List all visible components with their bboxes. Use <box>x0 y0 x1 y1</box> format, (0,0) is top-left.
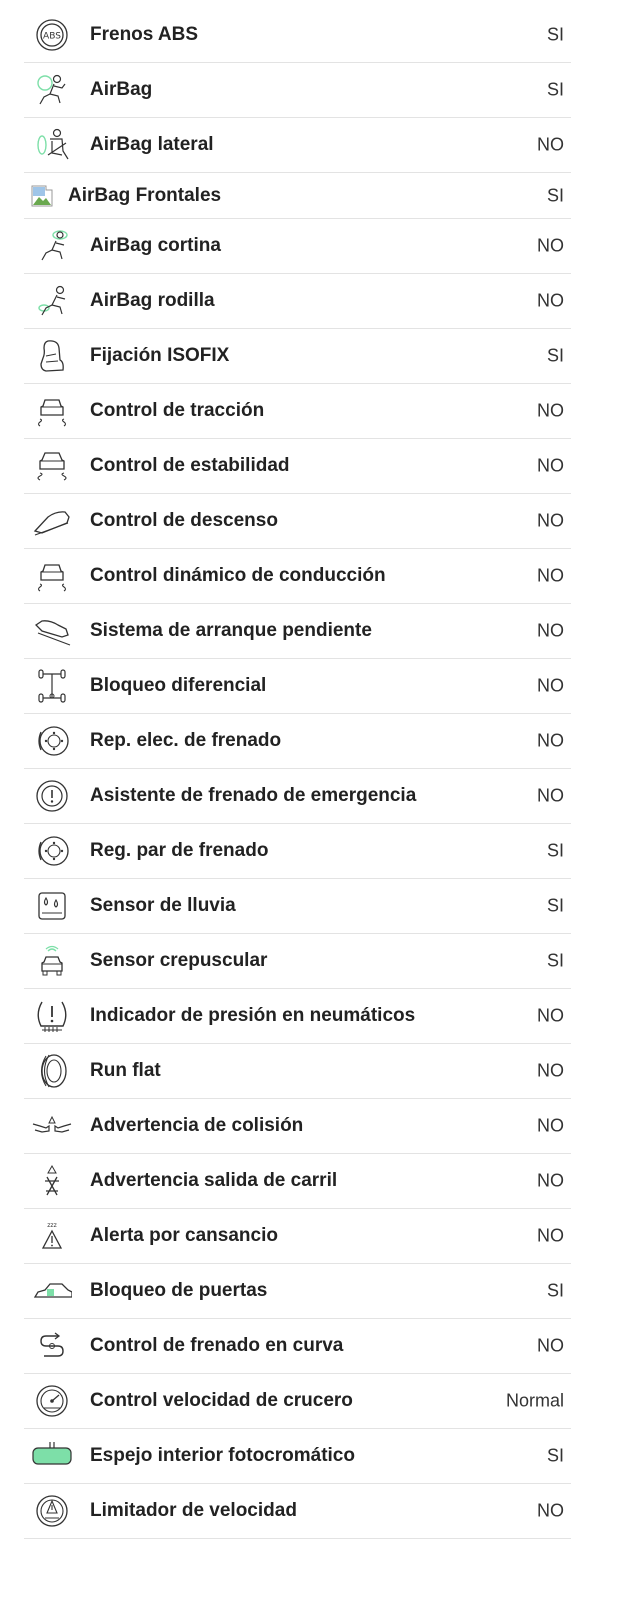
feature-label: Control de estabilidad <box>90 455 290 476</box>
list-item <box>24 934 571 989</box>
feature-value: SI <box>546 950 564 971</box>
feature-value: NO <box>537 1115 564 1136</box>
list-item <box>24 879 571 934</box>
list-item <box>24 989 571 1044</box>
mirror-icon <box>32 1436 72 1476</box>
feature-value: SI <box>546 79 564 100</box>
curve-brake-icon <box>32 1326 72 1366</box>
stability-control-icon <box>32 446 72 486</box>
feature-value: NO <box>537 1335 564 1356</box>
feature-value: NO <box>537 1225 564 1246</box>
feature-label: Indicador de presión en neumáticos <box>90 1005 416 1026</box>
list-item <box>24 1484 571 1539</box>
feature-value: NO <box>537 1060 564 1081</box>
feature-value: NO <box>537 675 564 696</box>
speed-limiter-icon <box>32 1491 72 1531</box>
child-seat-icon <box>32 336 72 376</box>
list-item <box>24 659 571 714</box>
list-item <box>24 439 571 494</box>
list-item <box>24 118 571 173</box>
list-item <box>24 769 571 824</box>
feature-label: AirBag Frontales <box>68 184 222 206</box>
feature-label: Control de tracción <box>90 400 265 421</box>
feature-value: SI <box>546 895 564 916</box>
list-item <box>24 1264 571 1319</box>
door-lock-icon <box>32 1271 72 1311</box>
feature-label: Advertencia salida de carril <box>90 1170 338 1191</box>
feature-label: Limitador de velocidad <box>90 1500 297 1521</box>
feature-label: Rep. elec. de frenado <box>90 730 282 751</box>
abs-icon <box>32 15 72 55</box>
list-item <box>24 494 571 549</box>
list-item <box>24 714 571 769</box>
lane-departure-icon <box>32 1161 72 1201</box>
feature-value: NO <box>537 134 564 155</box>
feature-label: Sensor de lluvia <box>90 895 236 916</box>
feature-label: Run flat <box>90 1060 161 1081</box>
feature-value: SI <box>546 840 564 861</box>
safety-features-list <box>24 8 571 1539</box>
list-item <box>24 173 571 219</box>
feature-value: NO <box>537 565 564 586</box>
tire-icon <box>32 1051 72 1091</box>
feature-value: NO <box>537 455 564 476</box>
feature-value: NO <box>537 1005 564 1026</box>
feature-label: Bloqueo de puertas <box>90 1280 268 1301</box>
svg-text:zzz: zzz <box>47 1222 57 1229</box>
feature-label: Fijación ISOFIX <box>90 345 230 366</box>
feature-label: AirBag cortina <box>90 235 221 256</box>
light-sensor-icon <box>32 941 72 981</box>
feature-label: Control de descenso <box>90 510 278 531</box>
emergency-brake-icon <box>32 776 72 816</box>
feature-value: NO <box>537 730 564 751</box>
list-item <box>24 1374 571 1429</box>
descent-control-icon <box>32 501 72 541</box>
list-item <box>24 1099 571 1154</box>
list-item <box>24 329 571 384</box>
list-item <box>24 63 571 118</box>
feature-value: SI <box>546 1445 564 1466</box>
feature-value: SI <box>546 185 564 205</box>
airbag-lateral-icon <box>32 125 72 165</box>
feature-value: SI <box>546 345 564 366</box>
feature-value: NO <box>537 290 564 311</box>
traction-control-icon <box>32 391 72 431</box>
list-item <box>24 384 571 439</box>
list-item <box>24 1319 571 1374</box>
feature-label: Frenos ABS <box>90 24 199 45</box>
broken-image-icon <box>30 184 54 208</box>
list-item <box>24 1154 571 1209</box>
airbag-cortina-icon <box>32 226 72 266</box>
feature-label: Reg. par de frenado <box>90 840 269 861</box>
feature-label: AirBag lateral <box>90 134 214 155</box>
feature-label: AirBag <box>90 79 153 100</box>
airbag-icon <box>32 70 72 110</box>
differential-lock-icon <box>32 666 72 706</box>
feature-label: Sistema de arranque pendiente <box>90 620 372 641</box>
feature-value: NO <box>537 510 564 531</box>
hill-start-icon <box>32 611 72 651</box>
brake-disc-icon <box>32 721 72 761</box>
list-item <box>24 8 571 63</box>
feature-label: Sensor crepuscular <box>90 950 268 971</box>
fatigue-alert-icon <box>32 1216 72 1256</box>
feature-label: Control de frenado en curva <box>90 1335 344 1356</box>
list-item <box>24 604 571 659</box>
list-item <box>24 1044 571 1099</box>
airbag-rodilla-icon <box>32 281 72 321</box>
feature-value: NO <box>537 620 564 641</box>
cruise-control-icon <box>32 1381 72 1421</box>
feature-label: Advertencia de colisión <box>90 1115 304 1136</box>
feature-label: Control velocidad de crucero <box>90 1390 353 1411</box>
list-item <box>24 274 571 329</box>
collision-warning-icon <box>32 1106 72 1146</box>
brake-torque-icon <box>32 831 72 871</box>
feature-value: NO <box>537 235 564 256</box>
feature-label: Control dinámico de conducción <box>90 565 386 586</box>
list-item <box>24 1429 571 1484</box>
feature-value: NO <box>537 1170 564 1191</box>
list-item <box>24 219 571 274</box>
feature-value: SI <box>546 1280 564 1301</box>
feature-label: Asistente de frenado de emergencia <box>90 785 417 806</box>
feature-value: Normal <box>505 1390 564 1411</box>
svg-text:ABS: ABS <box>43 31 61 42</box>
list-item <box>24 549 571 604</box>
list-item <box>24 824 571 879</box>
feature-label: Espejo interior fotocromático <box>90 1445 355 1466</box>
dynamic-control-icon <box>32 556 72 596</box>
rain-sensor-icon <box>32 886 72 926</box>
tire-pressure-icon <box>32 996 72 1036</box>
feature-label: Alerta por cansancio <box>90 1225 278 1246</box>
feature-value: SI <box>546 24 564 45</box>
feature-value: NO <box>537 785 564 806</box>
feature-label: Bloqueo diferencial <box>90 675 267 696</box>
feature-value: NO <box>537 400 564 421</box>
feature-label: AirBag rodilla <box>90 290 215 311</box>
list-item <box>24 1209 571 1264</box>
feature-value: NO <box>537 1500 564 1521</box>
